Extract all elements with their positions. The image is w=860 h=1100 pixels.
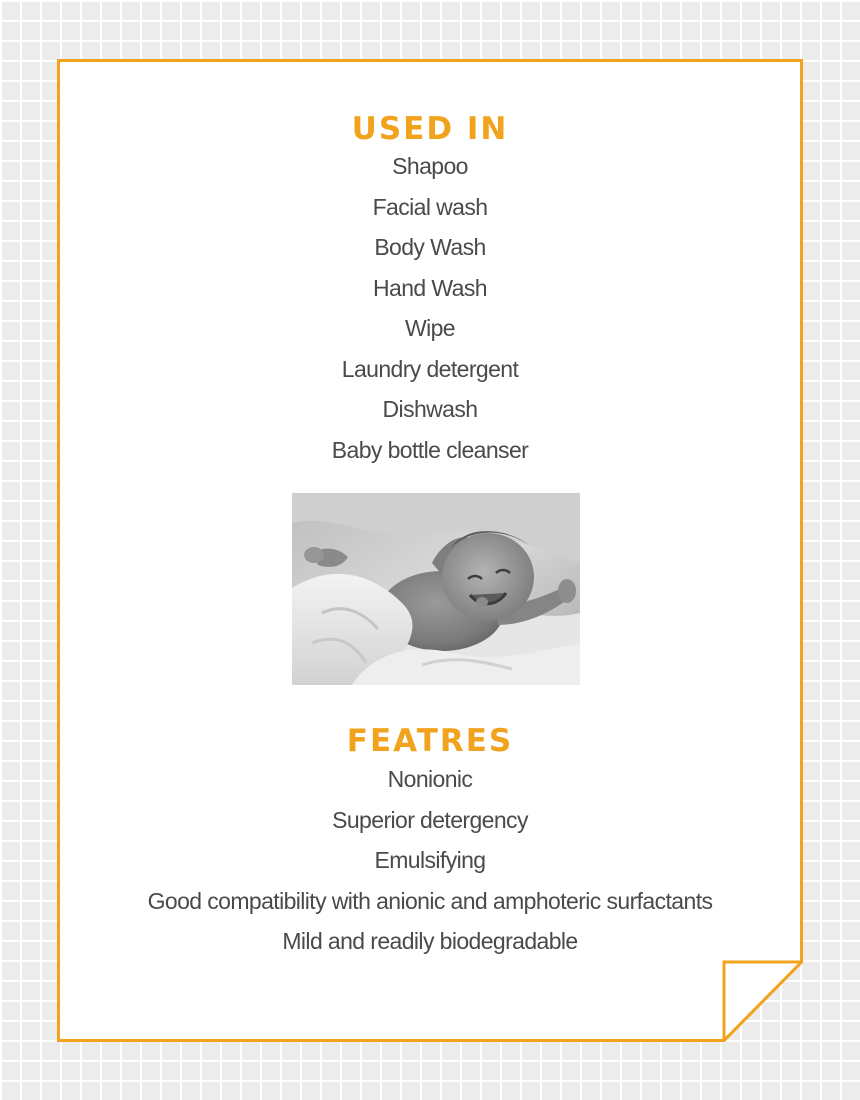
used-in-item: Laundry detergent (341, 355, 519, 382)
folded-corner (724, 962, 802, 1041)
features-item: Superior detergency (332, 806, 528, 833)
used-in-item: Shapoo (392, 153, 468, 179)
used-in-item: Baby bottle cleanser (331, 436, 529, 463)
used-in-item: Body Wash (374, 234, 486, 260)
used-in-item: Facial wash (372, 193, 488, 220)
features-list (57, 759, 803, 962)
features-heading: FEATRES (346, 723, 514, 759)
used-in-list (57, 146, 803, 470)
features-item: Mild and readily biodegradable (282, 928, 578, 954)
used-in-heading: USED IN (351, 111, 509, 147)
used-in-item: Hand Wash (373, 274, 487, 301)
features-item: Emulsifying (374, 847, 486, 873)
features-item: Nonionic (387, 766, 473, 792)
features-item: Good compatibility with anionic and amphoteric surfactants (147, 887, 713, 914)
used-in-item: Wipe (404, 315, 455, 341)
info-card (57, 59, 803, 1042)
baby-photo (292, 493, 580, 685)
used-in-item: Dishwash (382, 396, 478, 422)
